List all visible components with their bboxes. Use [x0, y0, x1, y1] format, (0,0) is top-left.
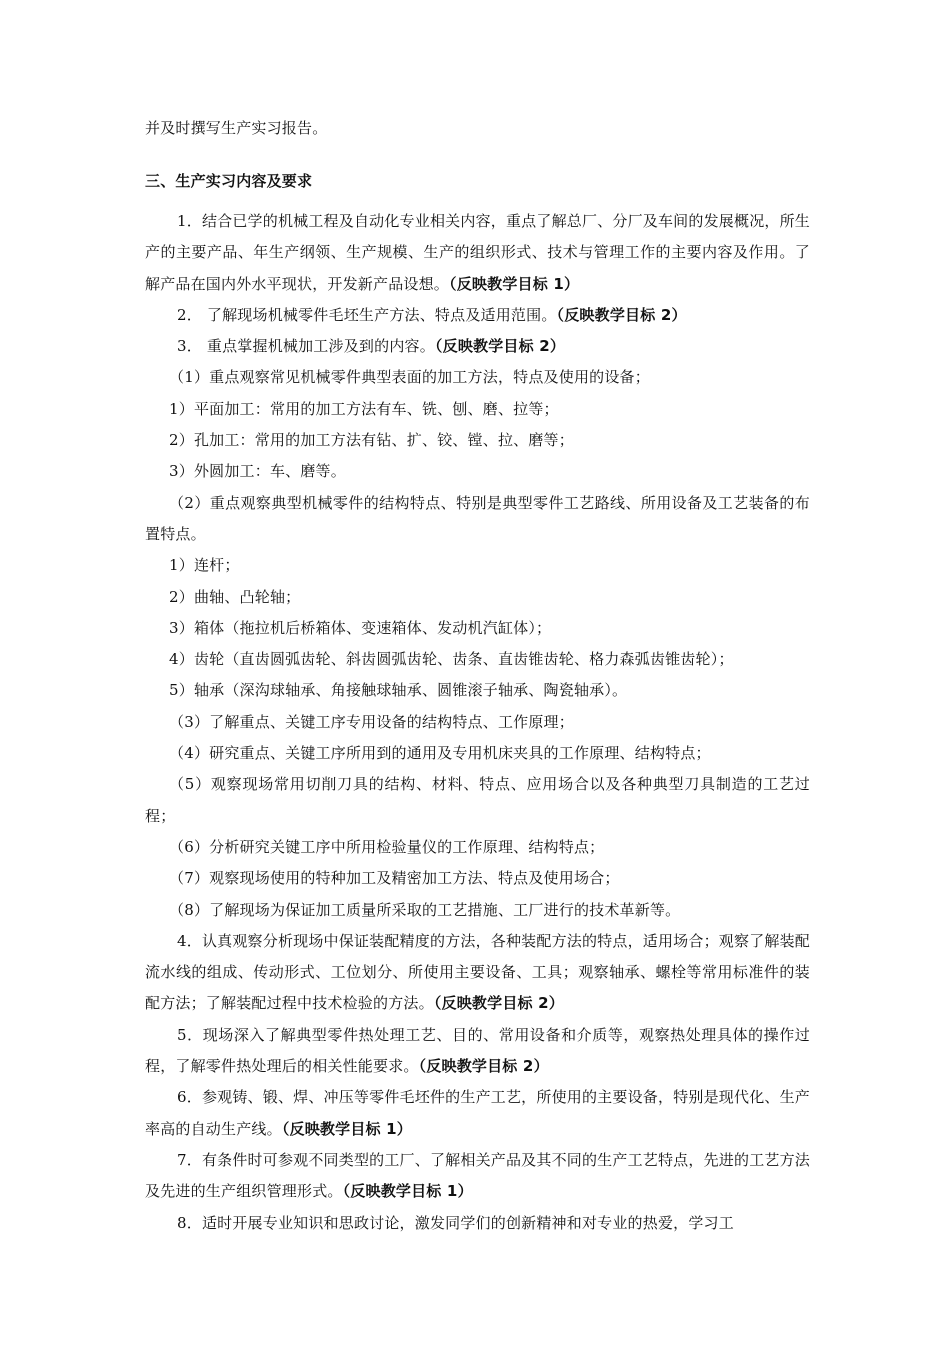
item-5 — [145, 1020, 810, 1083]
item-text: 1．结合已学的机械工程及自动化专业相关内容，重点了解总厂、分厂及车间的发展概况，所生产的主要产品、年生产纲领、生产规模、生产的组织形式、技术与管理工作的主要内容及作用。了解产品在国内外水平现状，开发新产品设想。 — [145, 212, 810, 293]
sub-item-2: （2）重点观察典型机械零件的结构特点、特别是典型零件工艺路线、所用设备及工艺装备的布置特点。 — [145, 493, 810, 543]
intro-continuation — [145, 113, 810, 144]
list-item: 3）外圆加工：车、磨等。 — [169, 462, 346, 481]
list-item: 2）曲轴、凸轮轴； — [169, 587, 301, 606]
list-item: 3）箱体（拖拉机后桥箱体、变速箱体、发动机汽缸体）； — [169, 618, 552, 637]
item-6 — [145, 1082, 810, 1145]
list-item: 4）齿轮（直齿圆弧齿轮、斜齿圆弧齿轮、齿条、直齿锥齿轮、格力森弧齿锥齿轮）； — [169, 650, 734, 669]
objective-tag: （反映教学目标 2） — [418, 1057, 549, 1076]
item-text: 4．认真观察分析现场中保证装配精度的方法，各种装配方法的特点，适用场合；观察了解装配流水线的组成、传动形式、工位划分、所使用主要设备、工具；观察轴承、螺栓等常用标准件的装配方法；了解装配过程中技术检验的方法。 — [145, 931, 810, 1013]
item-text: 2． 了解现场机械零件毛坯生产方法、特点及适用范围。 — [177, 305, 557, 324]
item-4 — [145, 926, 810, 1020]
sub-item-8: （8）了解现场为保证加工质量所采取的工艺措施、工厂进行的技术革新等。 — [169, 900, 681, 919]
section-heading-block — [145, 166, 810, 197]
sub-item-4: （4）研究重点、关键工序所用到的通用及专用机床夹具的工作原理、结构特点； — [169, 744, 711, 763]
item-text: 5．现场深入了解典型零件热处理工艺、目的、常用设备和介质等，观察热处理具体的操作过程，了解零件热处理后的相关性能要求。 — [145, 1025, 810, 1076]
objective-tag: （反映教学目标 2） — [556, 305, 687, 324]
objective-tag: （反映教学目标 1） — [342, 1182, 473, 1201]
sub-item-7: （7）观察现场使用的特种加工及精密加工方法、特点及使用场合； — [169, 869, 620, 888]
item-text: 7．有条件时可参观不同类型的工厂、了解相关产品及其不同的生产工艺特点，先进的工艺方法及先进的生产组织管理形式。 — [145, 1150, 810, 1201]
item-7 — [145, 1145, 810, 1208]
section-body — [145, 206, 810, 1239]
item-1 — [145, 206, 810, 300]
list-item: 1）平面加工：常用的加工方法有车、铣、刨、磨、拉等； — [169, 399, 559, 418]
item-8 — [145, 1208, 810, 1239]
objective-tag: （反映教学目标 1） — [281, 1119, 412, 1138]
objective-tag: （反映教学目标 2） — [433, 994, 564, 1013]
section-heading: 三、生产实习内容及要求 — [145, 172, 313, 190]
list-item: 2）孔加工：常用的加工方法有钻、扩、铰、镗、拉、磨等； — [169, 431, 574, 450]
list-item: 5）轴承（深沟球轴承、角接触球轴承、圆锥滚子轴承、陶瓷轴承）。 — [169, 681, 628, 700]
sub-item-3: （3）了解重点、关键工序专用设备的结构特点、工作原理； — [169, 712, 574, 731]
item-text: 3． 重点掌握机械加工涉及到的内容。 — [177, 337, 435, 356]
list-item: 1）连杆； — [169, 556, 240, 575]
item-text: 6．参观铸、锻、焊、冲压等零件毛坯件的生产工艺，所使用的主要设备，特别是现代化、生产率高的自动生产线。 — [145, 1088, 810, 1138]
sub-item-5: （5）观察现场常用切削刀具的结构、材料、特点、应用场合以及各种典型刀具制造的工艺过程； — [145, 775, 810, 825]
item-3 — [145, 331, 810, 362]
paragraph-top: 并及时撰写生产实习报告。 — [145, 119, 328, 137]
sub-item-6: （6）分析研究关键工序中所用检验量仪的工作原理、结构特点； — [169, 837, 605, 856]
objective-tag: （反映教学目标 1） — [449, 274, 580, 293]
item-text: 8．适时开展专业知识和思政讨论，激发同学们的创新精神和对专业的热爱，学习工 — [177, 1213, 734, 1232]
objective-tag: （反映教学目标 2） — [434, 337, 566, 356]
sub-item-1: （1）重点观察常见机械零件典型表面的加工方法，特点及使用的设备； — [169, 368, 650, 387]
item-2 — [145, 300, 810, 331]
